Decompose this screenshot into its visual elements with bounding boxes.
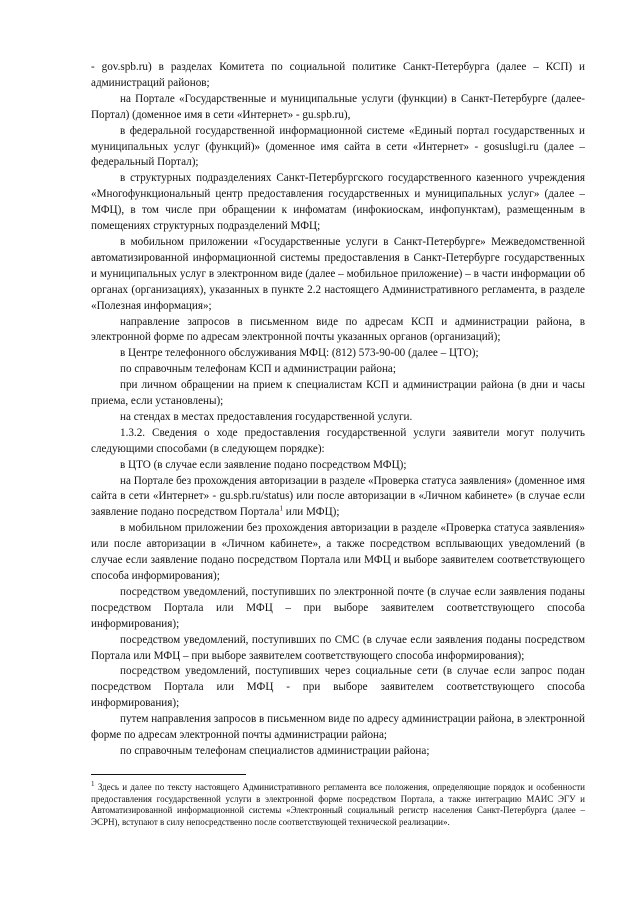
paragraph-text: в Центре телефонного обслуживания МФЦ: (812) 573-90-00 (далее – ЦТО); (120, 347, 479, 360)
paragraph-text: посредством уведомлений, поступивших по электронной почте (в случае если заявления поданы посредством Портала или МФЦ – при выборе заявителем соответствующего способа информирования); (91, 585, 585, 630)
body-paragraph (91, 346, 585, 362)
paragraph-text: в мобильном приложении «Государственные услуги в Санкт-Петербурге» Межведомственной автоматизированной информационной системы предоставления в Санкт-Петербурге государственных и муниципальных услуг в электронном виде (далее – мобильное приложение) – в части информации об органах (организациях), указанных в пункте 2.2 настоящего Административного регламента, в разделе «Полезная информация»; (91, 235, 585, 312)
body-paragraph (91, 458, 585, 474)
document-body (91, 60, 585, 760)
paragraph-text: при личном обращении на прием к специалистам КСП и администрации района (в дни и часы приема, если установлены); (91, 379, 585, 408)
body-paragraph (91, 585, 585, 633)
body-paragraph (91, 362, 585, 378)
paragraph-text: путем направления запросов в письменном виде по адресу администрации района, в электронной форме по адресам электронной почты администрации района; (91, 713, 585, 742)
footnote-mark: 1 (91, 780, 95, 788)
paragraph-text: 1.3.2. Сведения о ходе предоставления государственной услуги заявители могут получить следующими способами (в следующем порядке): (91, 426, 585, 455)
footnote-reference: 1 (279, 504, 283, 513)
body-paragraph (91, 521, 585, 585)
paragraph-text: в федеральной государственной информационной системе «Единый портал государственных и муниципальных услуг (функций)» (доменное имя сайта в сети «Интернет» - gosuslugi.ru (далее – федеральный Портал); (91, 124, 585, 169)
body-paragraph (91, 474, 585, 522)
footnote-paragraph (91, 782, 585, 828)
body-paragraph (91, 171, 585, 235)
paragraph-text: по справочным телефонам специалистов администрации района; (120, 744, 430, 757)
paragraph-text: направление запросов в письменном виде по адресам КСП и администрации района, в электронной форме по адресам электронной почты указанных органов (организаций); (91, 315, 585, 344)
body-paragraph (91, 664, 585, 712)
body-paragraph (91, 744, 585, 760)
body-paragraph (91, 426, 585, 458)
paragraph-text: посредством уведомлений, поступивших по СМС (в случае если заявления поданы посредством Портала или МФЦ – при выборе заявителем соответствующего способа информирования); (91, 633, 585, 662)
body-paragraph (91, 60, 585, 92)
paragraph-text: в структурных подразделениях Санкт-Петербургского государственного казенного учреждения «Многофункциональный центр предоставления государственных и муниципальных услуг» (далее – МФЦ), в том числе при обращении к инфоматам (инфокиоскам, инфопунктам), размещенным в помещениях структурных подразделений МФЦ; (91, 172, 585, 233)
body-paragraph (91, 378, 585, 410)
paragraph-text: в ЦТО (в случае если заявление подано посредством МФЦ); (120, 458, 407, 471)
body-paragraph (91, 633, 585, 665)
paragraph-text: на стендах в местах предоставления государственной услуги. (120, 410, 413, 423)
paragraph-text: в мобильном приложении без прохождения авторизации в разделе «Проверка статуса заявления» или после авторизации в «Личном кабинете», а также посредством всплывающих уведомлений (в случае если заявление подано посредством Портала или МФЦ и выборе заявителем соответствующего способа информирования); (91, 522, 585, 582)
footnote (91, 782, 585, 828)
body-paragraph (91, 92, 585, 124)
footnote-text: Здесь и далее по тексту настоящего Административного регламента все положения, определяющие порядок и особенности предоставления государственной услуги в электронной форме посредством Портала, а также интеграцию МАИС ЭГУ и Автоматизированной информационной системы «Электронный социальный регистр населения Санкт-Петербурга (далее – ЭСРН), вступают в силу непосредственно после соответствующей технической реализации». (91, 782, 585, 827)
paragraph-text: посредством уведомлений, поступивших через социальные сети (в случае если запрос подан посредством Портала или МФЦ - при выборе заявителем соответствующего способа информирования); (91, 665, 585, 710)
body-paragraph (91, 235, 585, 315)
paragraph-text: на Портале без прохождения авторизации в разделе «Проверка статуса заявления» (доменное имя сайта в сети «Интернет» - gu.spb.ru/status) или после авторизации в «Личном кабинете» (в случае если заявление подано посредством Портала (91, 474, 585, 519)
body-paragraph (91, 124, 585, 172)
body-paragraph (91, 315, 585, 347)
paragraph-text-tail: или МФЦ); (282, 506, 340, 519)
paragraph-text: на Портале «Государственные и муниципальные услуги (функции) в Санкт-Петербурге (далее- Портал) (доменное имя в сети «Интернет» - gu.spb.ru), (91, 92, 585, 121)
footnote-separator (91, 774, 246, 775)
paragraph-text: - gov.spb.ru) в разделах Комитета по социальной политике Санкт-Петербурга (далее – КСП) и администраций районов; (91, 61, 585, 89)
body-paragraph (91, 410, 585, 426)
body-paragraph (91, 712, 585, 744)
paragraph-text: по справочным телефонам КСП и администрации района; (120, 363, 396, 376)
